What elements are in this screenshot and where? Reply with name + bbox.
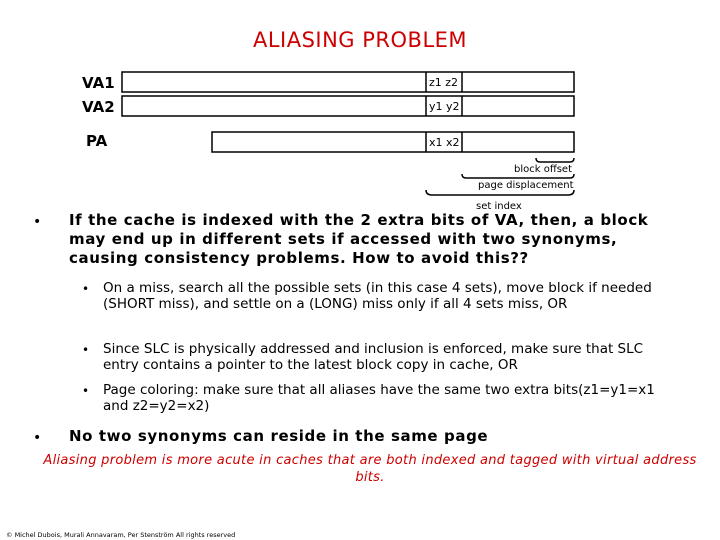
bullet-2-text: No two synonyms can reside in the same page [69, 427, 489, 445]
pa-label: PA [86, 132, 108, 150]
pa-bar [212, 132, 574, 152]
va2-extra-bits: y1 y2 [429, 100, 460, 113]
sub-bullet-2-text: Since SLC is physically addressed and inclusion is enforced, make sure that SLC entry contains a pointer to the latest block copy in cache, OR [103, 341, 644, 373]
copyright-footer: © Michel Dubois, Murali Annavaram, Per Stenström All rights reserved [6, 531, 236, 539]
sub-bullet-marker: • [82, 384, 90, 398]
aliasing-note: Aliasing problem is more acute in caches that are both indexed and tagged with virtual address bits. [43, 453, 697, 485]
block-offset-label: block offset [514, 164, 573, 175]
bullet-1-text: If the cache is indexed with the 2 extra bits of VA, then, a block may end up in different sets if accessed with two synonyms, causing consistency problems. How to avoid this?? [69, 211, 649, 267]
sub-bullet-marker: • [82, 343, 90, 357]
page-title: ALIASING PROBLEM [252, 28, 468, 52]
va2-bar [122, 96, 574, 116]
va1-extra-bits: z1 z2 [429, 76, 459, 89]
va2-label: VA2 [82, 98, 115, 116]
va1-label: VA1 [82, 74, 115, 92]
set-index-label: set index [476, 201, 522, 212]
block-offset-brace [536, 158, 574, 162]
bullet-marker: • [33, 214, 42, 230]
sub-bullet-3-text: Page coloring: make sure that all aliases have the same two extra bits(z1=y1=x1 and z2=y2=x2) [103, 382, 655, 414]
sub-bullet-1-text: On a miss, search all the possible sets (in this case 4 sets), move block if needed (SHORT miss), and settle on a (LONG) miss only if all 4 sets miss, OR [103, 280, 652, 312]
pa-extra-bits: x1 x2 [429, 136, 460, 149]
va1-bar [122, 72, 574, 92]
page-displacement-label: page displacement [478, 180, 574, 191]
address-diagram [0, 0, 720, 215]
sub-bullet-marker: • [82, 282, 90, 296]
bullet-marker: • [33, 430, 42, 446]
